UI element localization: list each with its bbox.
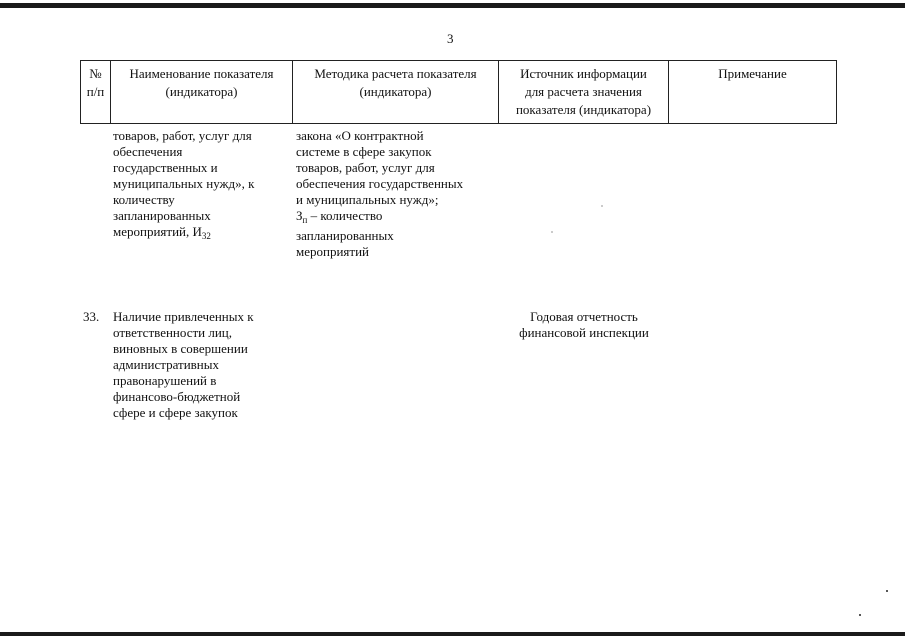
header-note: Примечание xyxy=(669,61,837,124)
row-33-number: 33. xyxy=(83,309,100,324)
row-33-information-source: Годовая отчетность финансовой инспекции xyxy=(519,309,649,340)
row-33-indicator-name: Наличие привлеченных к ответственности лиц, виновных в совершении административных правонарушений в финансово-бюджетной сфере и сфере закупок xyxy=(113,309,254,420)
header-indicator-name: Наименование показателя (индикатора) xyxy=(111,61,293,124)
scan-speck xyxy=(551,231,553,233)
page-number: 3 xyxy=(447,31,454,46)
scan-speck xyxy=(859,614,861,616)
top-border-rule xyxy=(0,3,905,8)
row-32-calculation-method: закона «О контрактной системе в сфере закупок товаров, работ, услуг для обеспечения государственных и муниципальных нужд»; $З_п$ – количество запланированных мероприятий xyxy=(296,128,464,259)
indicator-table-header xyxy=(80,60,837,124)
header-information-source: Источник информации для расчета значения показателя (индикатора) xyxy=(499,61,669,124)
header-number: № п/п xyxy=(81,61,111,124)
table-header-row xyxy=(81,61,837,124)
scan-speck xyxy=(886,590,888,592)
header-calculation-method: Методика расчета показателя (индикатора) xyxy=(293,61,499,124)
bottom-border-rule xyxy=(0,632,905,636)
row-32-indicator-name: товаров, работ, услуг для обеспечения государственных и муниципальных нужд», к количеству запланированных мероприятий, $И_{32}$ xyxy=(113,128,255,241)
scan-speck xyxy=(601,205,603,207)
